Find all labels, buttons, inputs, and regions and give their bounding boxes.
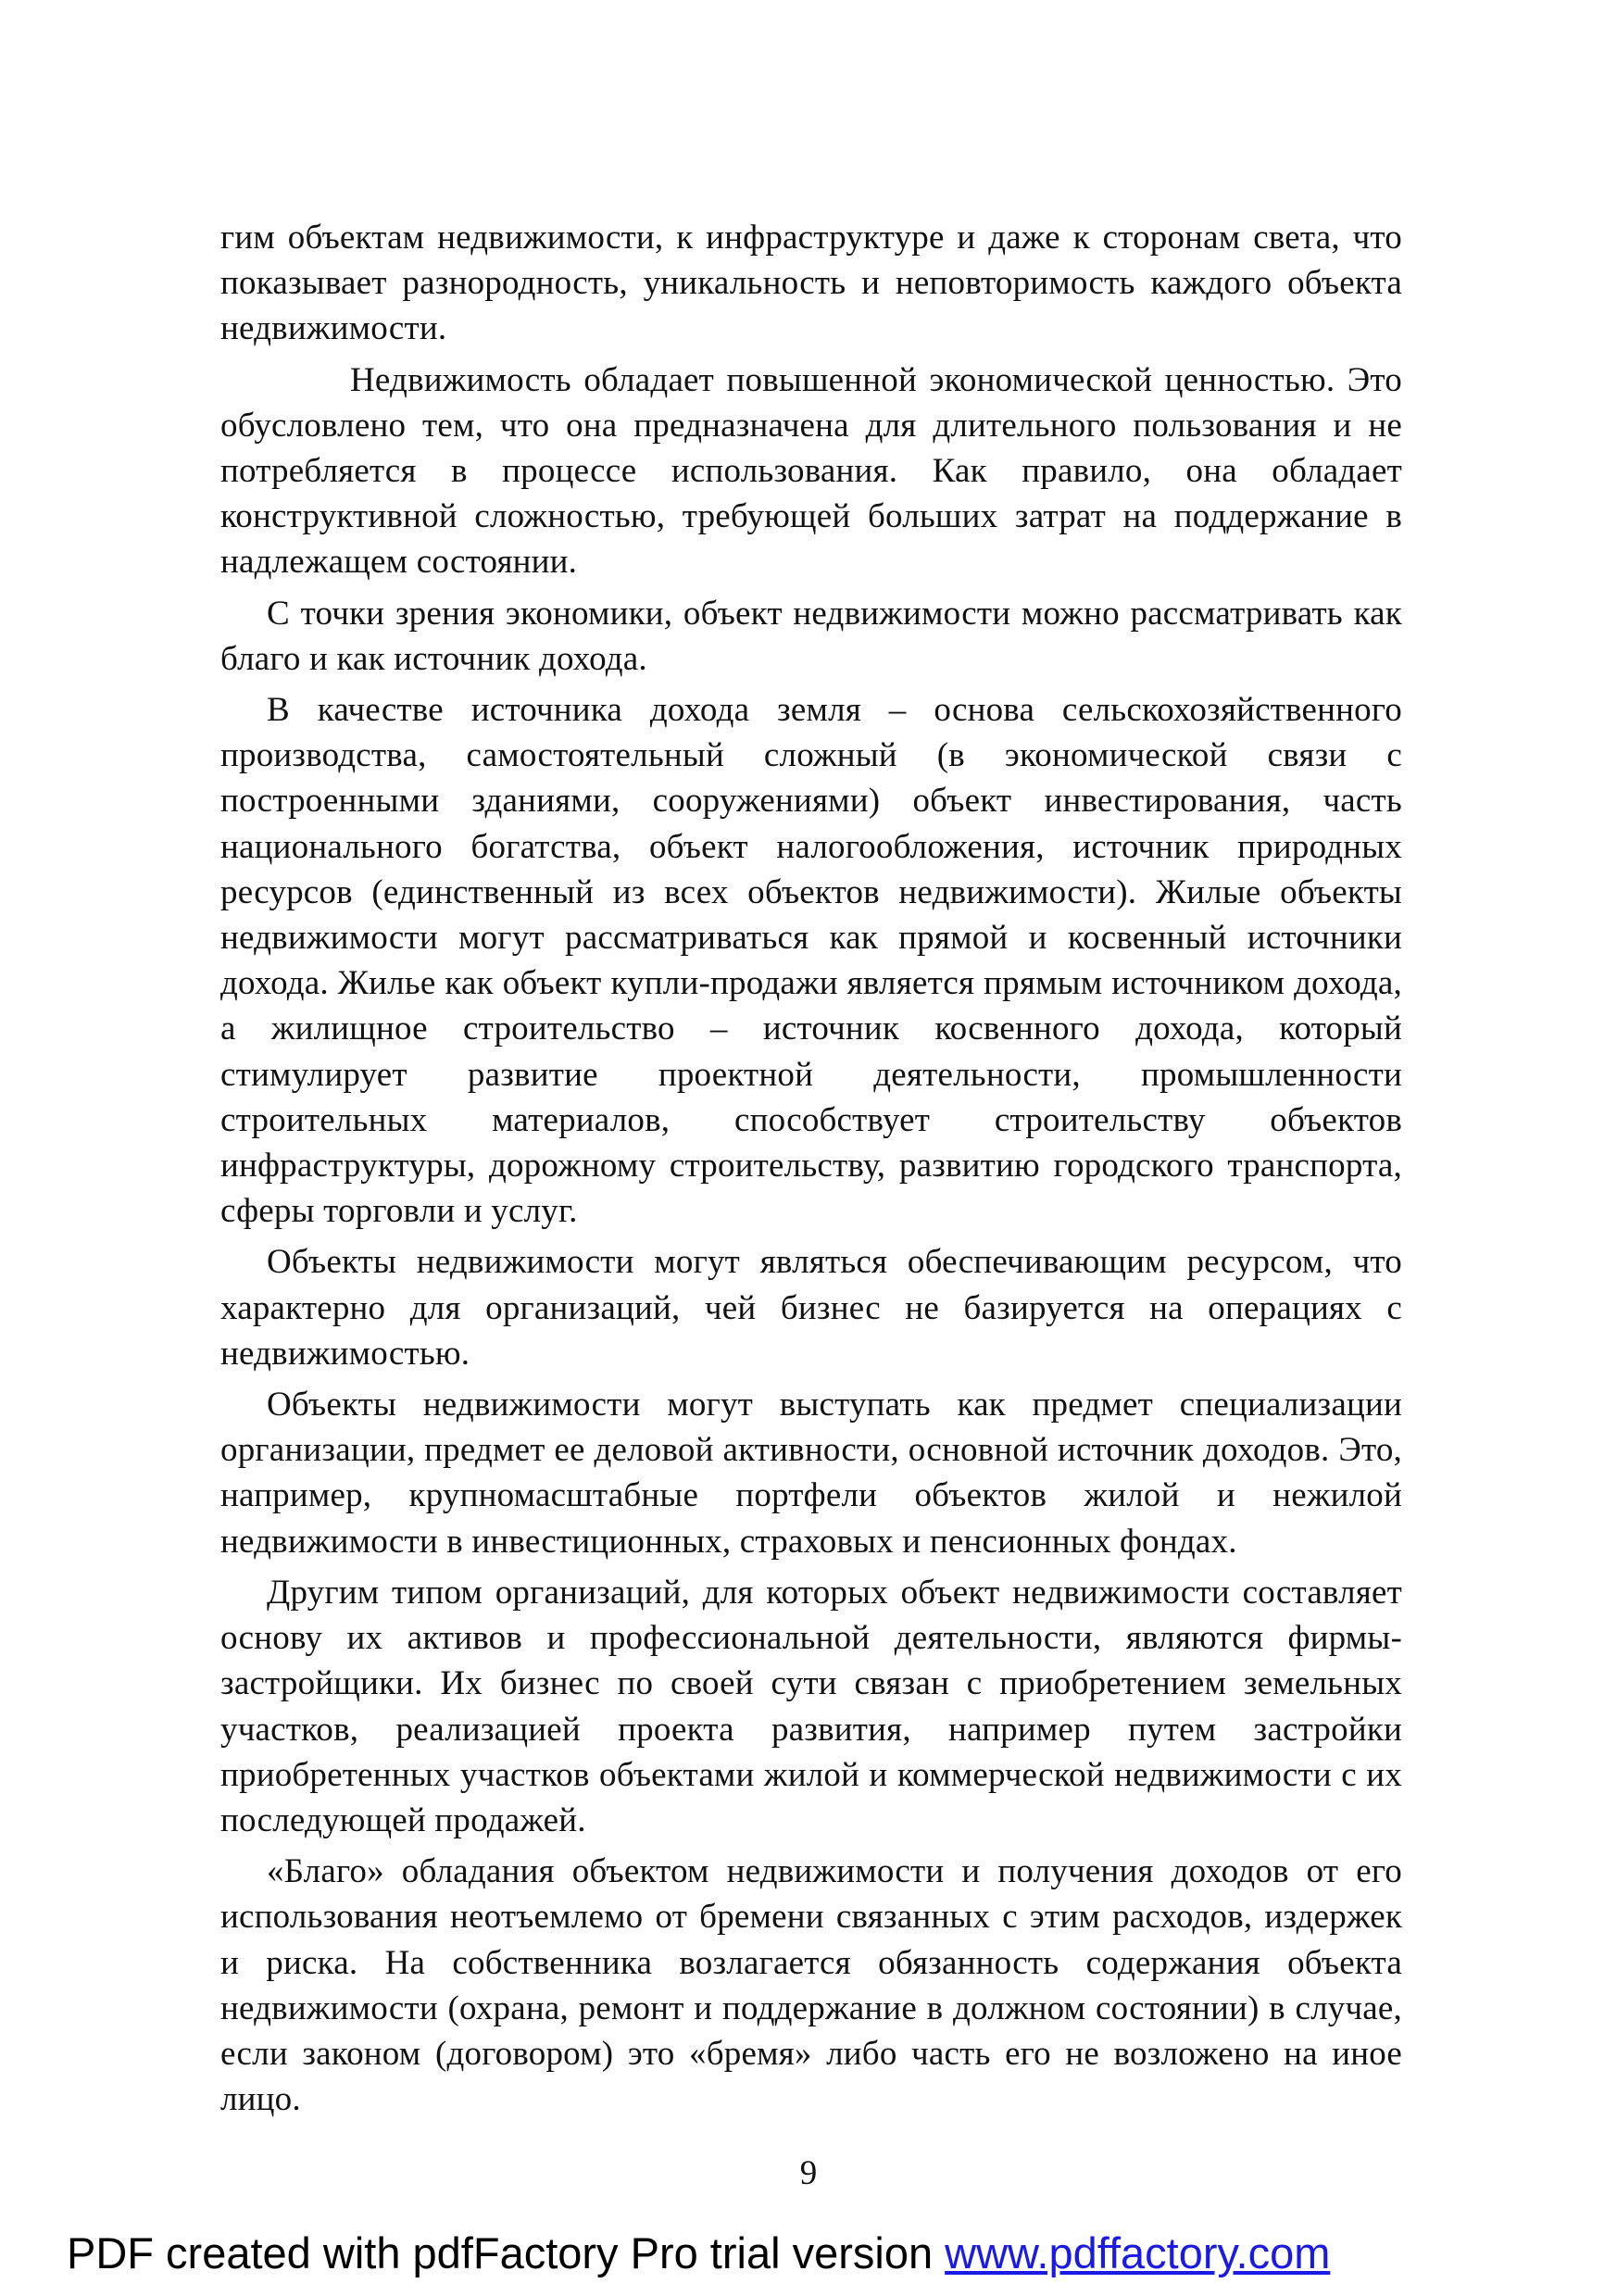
paragraph: «Благо» обладания объектом недвижимости и получения доходов от его использования неотъемлемо от бремени связанных с этим расходов, издержек и риска. На собственника возлагается обязанность содержания объекта недвижимости (охрана, ремонт и поддержание в должном состоянии) в случае, если законом (договором) это «бремя» либо часть его не возложено на иное лицо. <box>220 1852 1402 2119</box>
paragraph: гим объектам недвижимости, к инфраструктуре и даже к сторонам света, что показывает разнородность, уникальность и неповторимость каждого объекта недвижимости. <box>220 219 1402 348</box>
paragraph: С точки зрения экономики, объект недвижимости можно рассматривать как благо и как источник дохода. <box>220 594 1402 678</box>
paragraph: В качестве источника дохода земля – основа сельскохозяйственного производства, самостоятельный сложный (в экономической связи с построенными зданиями, сооружениями) объект инвестирования, часть национального богатства, объект налогообложения, источник природных ресурсов (единственный из всех объектов недвижимости). Жилые объекты недвижимости могут рассматриваться как прямой и косвенный источники дохода. Жилье как объект купли-продажи является прямым источником дохода, а жилищное строительство – источник косвенного дохода, который стимулирует развитие проектной деятельности, промышленности строительных материалов, способствует строительству объектов инфраструктуры, дорожному строительству, развитию городского транспорта, сферы торговли и услуг. <box>220 691 1402 1231</box>
paragraph: Недвижимость обладает повышенной экономической ценностью. Это обусловлено тем, что она предназначена для длительного пользования и не потребляется в процессе использования. Как правило, она обладает конструктивной сложностью, требующей больших затрат на поддержание в надлежащем состоянии. <box>220 360 1402 582</box>
paragraph: Объекты недвижимости могут являться обеспечивающим ресурсом, что характерно для организаций, чей бизнес не базируется на операциях с недвижимостью. <box>220 1243 1402 1373</box>
body-text <box>220 215 1402 2127</box>
footer-text: PDF created with pdfFactory Pro trial version <box>67 2228 946 2277</box>
paragraph: Объекты недвижимости могут выступать как предмет специализации организации, предмет ее деловой активности, основной источник доходов. Это, например, крупномасштабные портфели объектов жилой и нежилой недвижимости в инвестиционных, страховых и пенсионных фондах. <box>220 1386 1402 1561</box>
page-number: 9 <box>799 2154 818 2192</box>
footer-link[interactable]: www.pdffactory.com <box>945 2228 1331 2277</box>
paragraph: Другим типом организаций, для которых объект недвижимости составляет основу их активов и профессиональной деятельности, являются фирмы-застройщики. Их бизнес по своей сути связан с приобретением земельных участков, реализацией проекта развития, например путем застройки приобретенных участков объектами жилой и коммерческой недвижимости с их последующей продажей. <box>220 1573 1402 1839</box>
pdf-watermark-footer <box>67 2227 1330 2278</box>
